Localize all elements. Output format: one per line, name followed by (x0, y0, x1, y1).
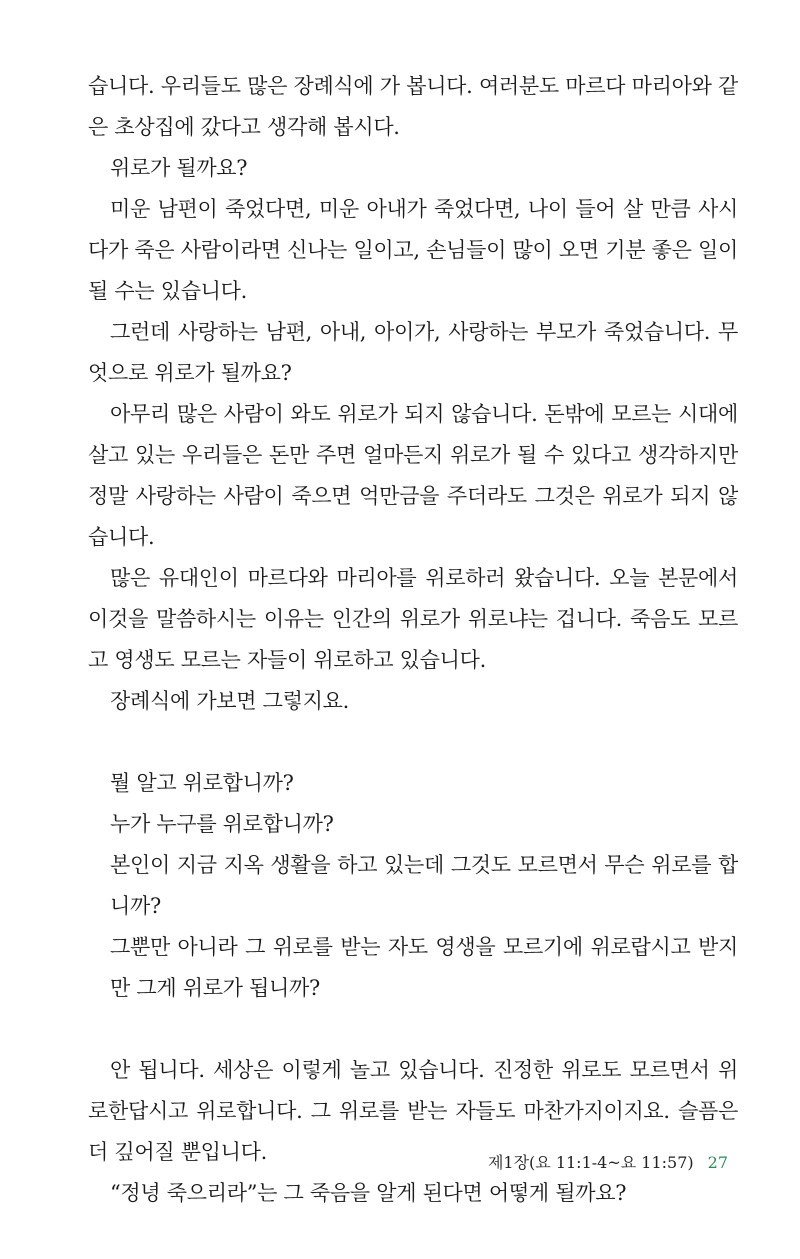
paragraph: 위로가 될까요? (110, 156, 248, 180)
page-number: 27 (707, 1153, 728, 1172)
section-gap (88, 1009, 738, 1050)
paragraph: 그런데 사랑하는 남편, 아내, 아이가, 사랑하는 부모가 죽었습니다. 무엇으로 위로가 될까요? (88, 320, 738, 385)
paragraph: 미운 남편이 죽었다면, 미운 아내가 죽었다면, 나이 들어 살 만큼 사시다가 죽은 사람이라면 신나는 일이고, 손님들이 많이 오면 기분 좋은 일이 될 수는 있습니다. (88, 197, 738, 303)
paragraph: “정녕 죽으리라”는 그 죽음을 알게 된다면 어떻게 될까요? (110, 1181, 627, 1205)
question-block (88, 763, 738, 1009)
paragraph: 장례식에 가보면 그렇지요. (110, 689, 349, 713)
page-footer (488, 1150, 728, 1173)
section-gap (88, 722, 738, 763)
paragraph: 안 됩니다. 세상은 이렇게 놀고 있습니다. 진정한 위로도 모르면서 위로한답시고 위로합니다. 그 위로를 받는 자들도 마찬가지이지요. 슬픔은 더 깊어질 뿐입니다. (88, 1058, 738, 1164)
question-line: 그뿐만 아니라 그 위로를 받는 자도 영생을 모르기에 위로랍시고 받지만 그게 위로가 됩니까? (110, 935, 738, 1000)
question-line: 본인이 지금 지옥 생활을 하고 있는데 그것도 모르면서 무슨 위로를 합니까? (110, 853, 738, 918)
paragraph: 많은 유대인이 마르다와 마리아를 위로하러 왔습니다. 오늘 본문에서 이것을 말씀하시는 이유는 인간의 위로가 위로냐는 겁니다. 죽음도 모르고 영생도 모르는 자들이 위로하고 있습니다. (88, 566, 738, 672)
paragraph: 습니다. 우리들도 많은 장례식에 가 봅니다. 여러분도 마르다 마리아와 같은 초상집에 갔다고 생각해 봅시다. (88, 74, 738, 139)
question-line: 뭘 알고 위로합니까? (110, 771, 294, 795)
question-line: 누가 누구를 위로합니까? (110, 812, 334, 836)
chapter-reference: 제1장(요 11:1-4~요 11:57) (487, 1153, 694, 1172)
body-text (88, 66, 738, 1214)
paragraph: 아무리 많은 사람이 와도 위로가 되지 않습니다. 돈밖에 모르는 시대에 살고 있는 우리들은 돈만 주면 얼마든지 위로가 될 수 있다고 생각하지만 정말 사랑하는 사람이 죽으면 억만금을 주더라도 그것은 위로가 되지 않습니다. (88, 402, 738, 549)
